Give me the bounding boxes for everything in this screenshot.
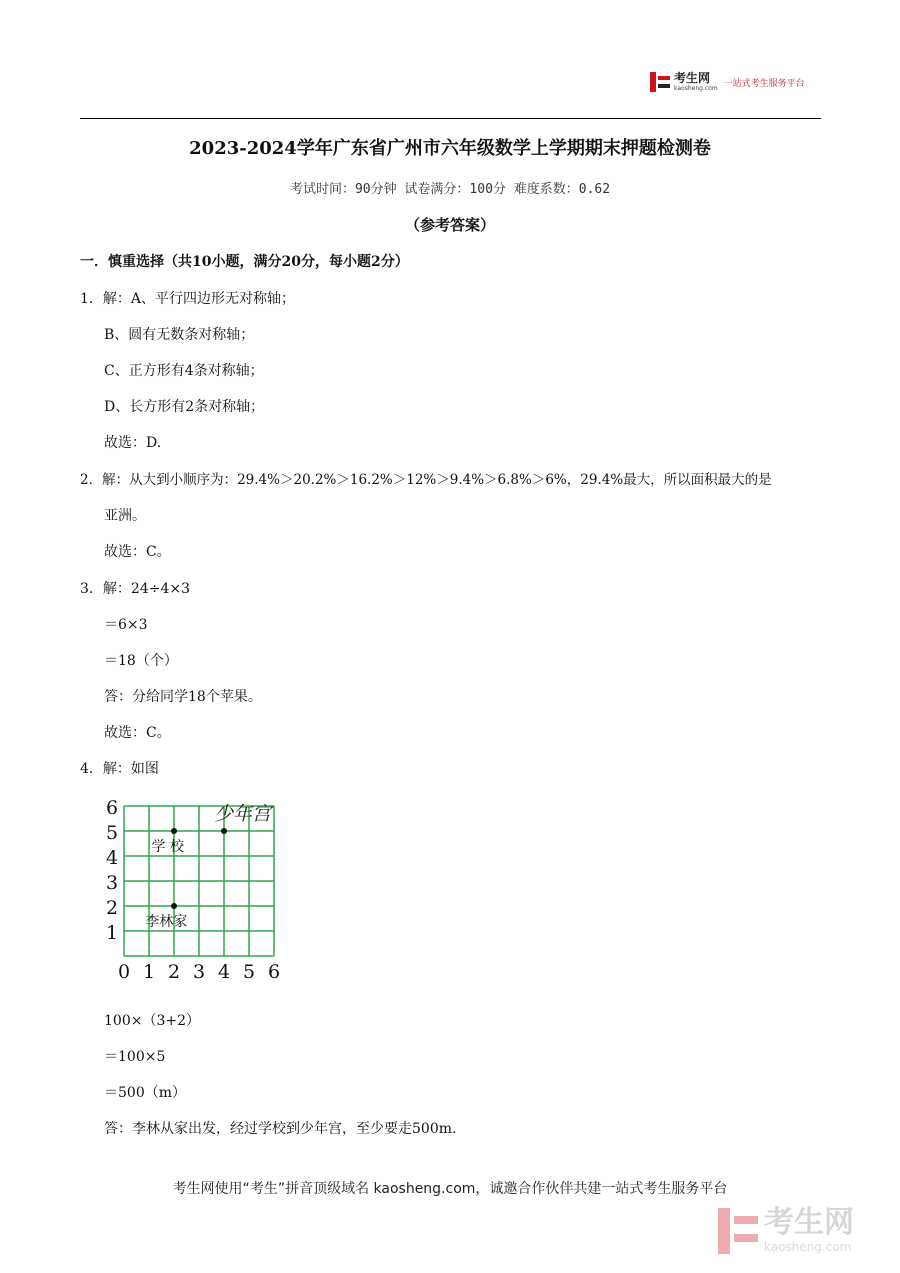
watermark-logo [718, 1205, 854, 1254]
q1-line-4: D、长方形有2条对称轴； [104, 399, 265, 415]
watermark-mark-icon [718, 1208, 758, 1254]
logo-name: 考生网 [674, 71, 711, 85]
coordinate-grid-svg [104, 800, 284, 982]
x-tick-label: 1 [142, 961, 156, 982]
q3-line-1: 3．解：24÷4×3 [80, 581, 190, 597]
q4-line-3: ＝100×5 [104, 1049, 166, 1065]
x-tick-label: 0 [117, 961, 131, 982]
x-tick-label: 3 [192, 961, 206, 982]
q2-line-2: 亚洲。 [104, 508, 146, 524]
logo-slogan: 一站式考生服务平台 [723, 78, 805, 89]
q1-line-5: 故选：D. [104, 435, 162, 451]
q3-line-5: 故选：C。 [104, 725, 171, 741]
brand-logo [650, 72, 805, 92]
y-tick-label: 6 [105, 800, 119, 819]
y-tick-label: 5 [105, 822, 119, 844]
exam-meta: 考试时间：90分钟 试卷满分：100分 难度系数：0.62 [289, 182, 611, 197]
palace-point [221, 828, 227, 834]
y-tick-label: 4 [105, 847, 119, 869]
q1-line-1: 1．解：A、平行四边形无对称轴； [80, 291, 296, 307]
page-title: 2023-2024学年广东省广州市六年级数学上学期期末押题检测卷 [189, 138, 711, 159]
page-footer: 考生网使用“考生”拼音顶级域名 kaosheng.com，诚邀合作伙伴共建一站式考生服务平台 [172, 1181, 728, 1197]
label-school: 学 校 [151, 839, 184, 855]
q1-line-2: B、圆有无数条对称轴； [104, 327, 255, 343]
watermark-domain: kaosheng.com [764, 1240, 852, 1254]
x-tick-label: 4 [217, 961, 231, 982]
q4-line-1: 4．解：如图 [80, 761, 159, 777]
coordinate-grid-figure [104, 800, 284, 982]
school-point [171, 828, 177, 834]
label-palace: 少年宫 [214, 803, 272, 825]
y-tick-label: 2 [105, 897, 119, 919]
q4-line-4: ＝500（m） [104, 1085, 186, 1101]
x-tick-label: 2 [167, 961, 181, 982]
x-tick-label: 5 [242, 961, 256, 982]
header-divider [80, 118, 821, 119]
q3-line-4: 答：分给同学18个苹果。 [104, 689, 262, 705]
q1-line-3: C、正方形有4条对称轴； [104, 363, 264, 379]
logo-domain: kaosheng.com [674, 85, 718, 92]
watermark-name: 考生网 [764, 1205, 854, 1240]
q3-line-3: ＝18（个） [104, 653, 178, 669]
label-home: 李林家 [145, 914, 188, 930]
y-tick-label: 3 [105, 872, 119, 894]
x-tick-label: 6 [267, 961, 281, 982]
home-point [171, 903, 177, 909]
logo-mark-icon [650, 72, 670, 92]
answer-title: （参考答案） [404, 216, 495, 234]
q3-line-2: ＝6×3 [104, 617, 148, 633]
q4-line-5: 答：李林从家出发，经过学校到少年宫，至少要走500m. [104, 1121, 457, 1137]
y-tick-label: 1 [105, 922, 119, 944]
q2-line-3: 故选：C。 [104, 544, 171, 560]
q4-line-2: 100×（3+2） [104, 1013, 200, 1029]
section-heading: 一．慎重选择（共10小题，满分20分，每小题2分） [80, 254, 409, 270]
q2-line-1: 2．解：从大到小顺序为：29.4%＞20.2%＞16.2%＞12%＞9.4%＞6.8%＞6%，29.4%最大，所以面积最大的是 [80, 472, 772, 488]
